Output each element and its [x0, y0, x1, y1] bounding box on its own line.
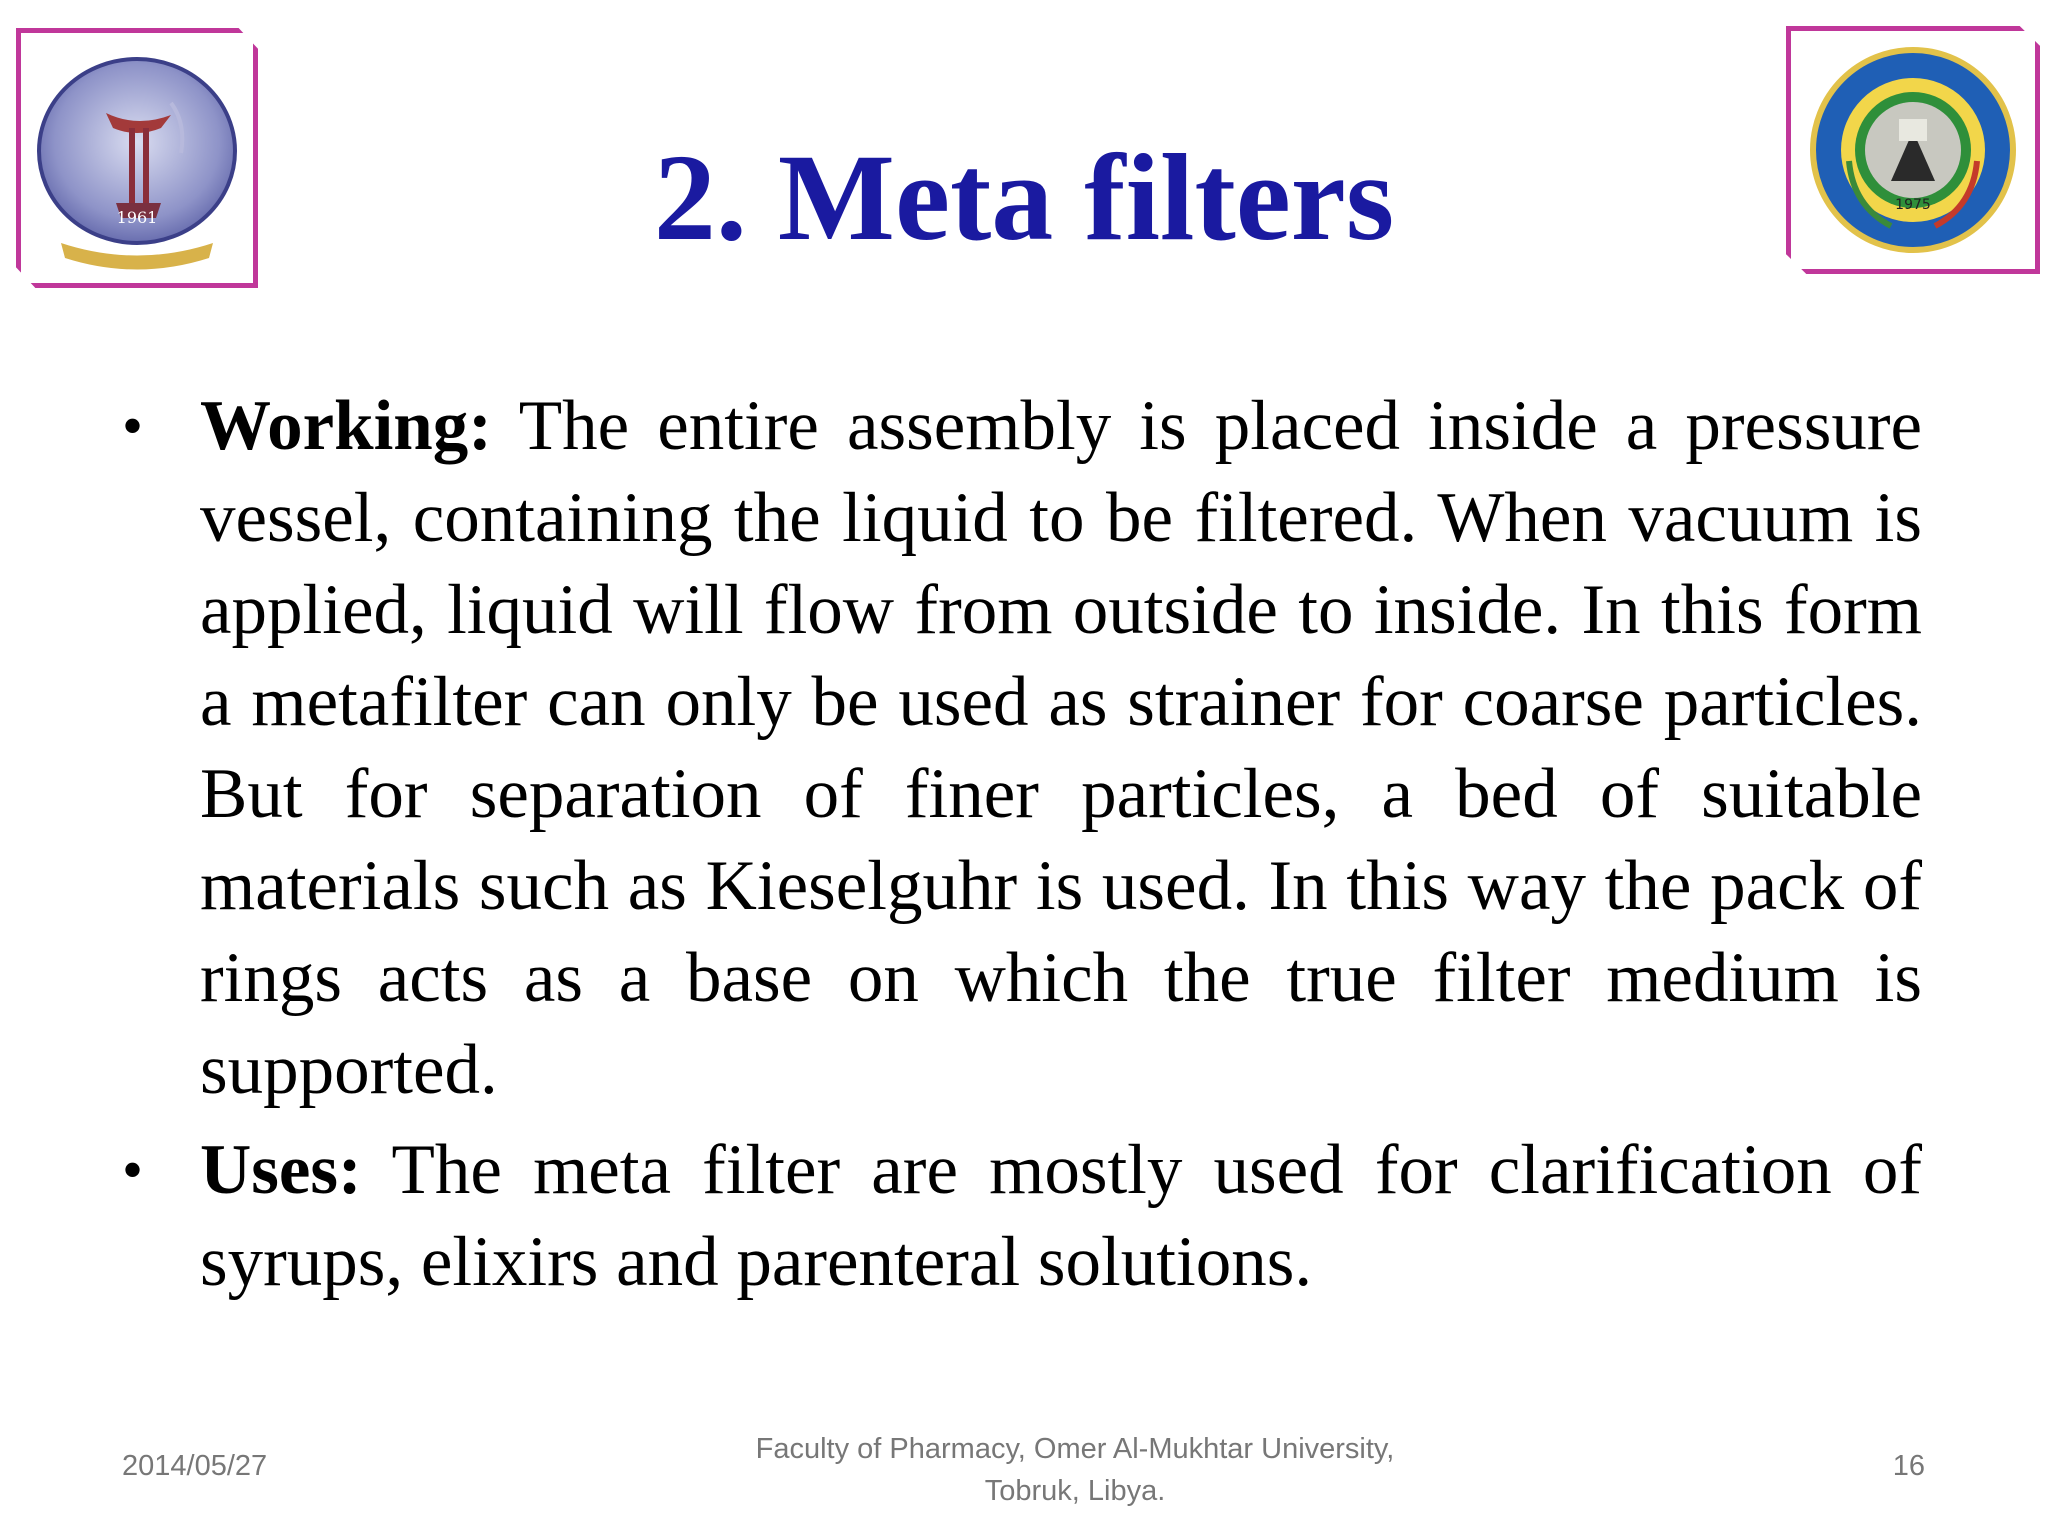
footer-institution-line2: Tobruk, Libya. — [984, 1475, 1166, 1507]
slide-title: 2. Meta filters — [653, 129, 1395, 266]
bullet-text-uses: The meta filter are mostly used for clarification of syrups, elixirs and parenteral solutions. — [200, 1131, 1922, 1301]
bullet-dot-icon: • — [122, 1137, 144, 1203]
footer-institution — [660, 1428, 1490, 1512]
bullet-text-working: The entire assembly is placed inside a pressure vessel, containing the liquid to be filtered. When vacuum is applied, liquid will flow from outside to inside. In this form a metafilter can only be used as strainer for coarse particles. But for separation of finer particles, a bed of suitable materials such as Kieselguhr is used. In this way the pack of rings acts as a base on which the true filter medium is supported. — [200, 387, 1922, 1109]
bullet-dot-icon: • — [122, 393, 144, 459]
bullet-list — [122, 380, 1922, 1316]
footer-institution-line1: Faculty of Pharmacy, Omer Al-Mukhtar University, — [755, 1433, 1395, 1465]
left-logo-year: 1961 — [116, 208, 158, 227]
bullet-uses — [122, 1124, 1922, 1308]
bullet-working — [122, 380, 1922, 1116]
footer-date: 2014/05/27 — [122, 1450, 268, 1482]
page-number: 16 — [1892, 1450, 1925, 1482]
bullet-label-uses: Uses: — [200, 1131, 362, 1209]
bullet-label-working: Working: — [200, 387, 492, 465]
right-logo-year: 1975 — [1895, 197, 1931, 213]
